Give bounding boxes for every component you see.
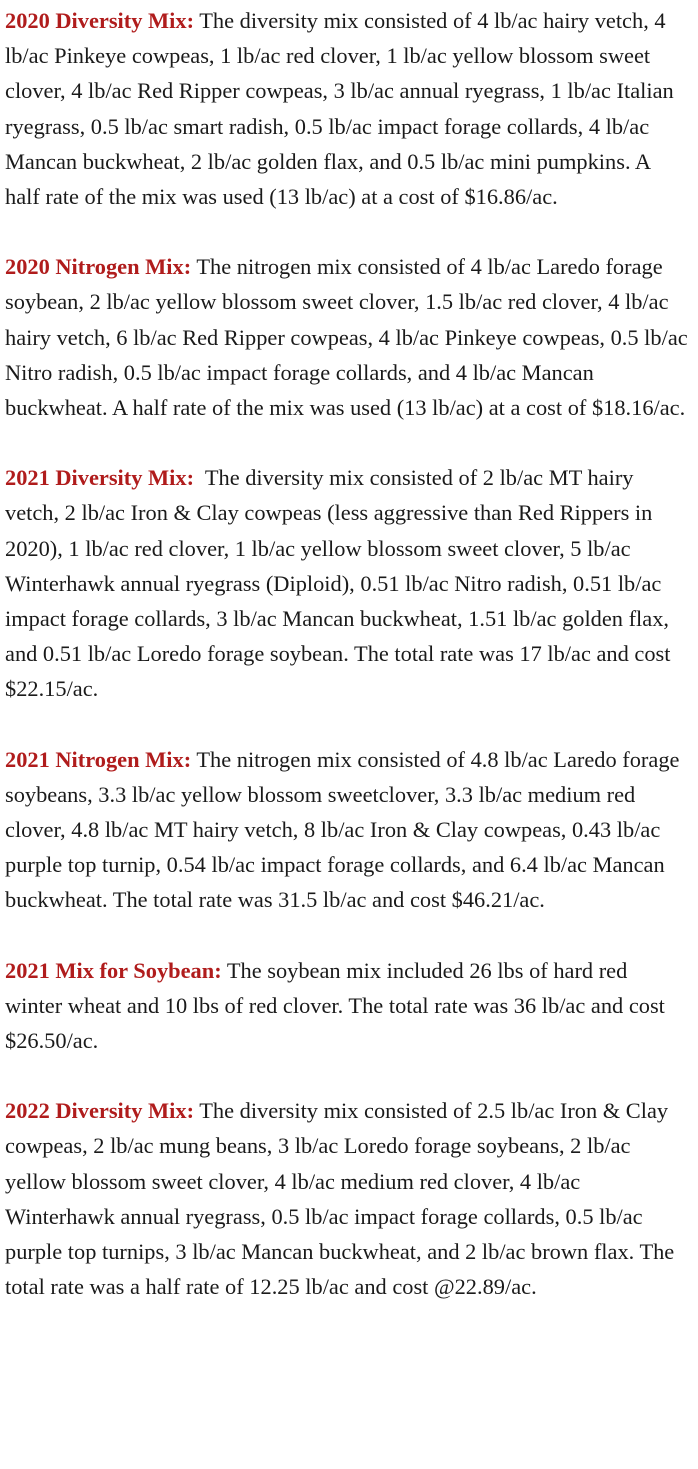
body-2021-nitrogen-mix: The nitrogen mix consisted of 4.8 lb/ac Laredo forage soybeans, 3.3 lb/ac yellow blossom sweetclover, 3.3 lb/ac medium red clover, 4.8 lb/ac MT hairy vetch, 8 lb/ac Iron & Clay cowpeas, 0.43 lb/ac purple top turnip, 0.54 lb/ac impact forage collards, and 6.4 lb/ac Mancan buckwheat. The total rate was 31.5 lb/ac and cost $46.21/ac.: [5, 746, 686, 913]
body-2021-mix-for-soybean: The soybean mix included 26 lbs of hard red winter wheat and 10 lbs of red clover. The total rate was 36 lb/ac and cost $26.50/ac.: [5, 957, 671, 1054]
body-2020-nitrogen-mix: The nitrogen mix consisted of 4 lb/ac Laredo forage soybean, 2 lb/ac yellow blossom sweet clover, 1.5 lb/ac red clover, 4 lb/ac hairy vetch, 6 lb/ac Red Ripper cowpeas, 4 lb/ac Pinkeye cowpeas, 0.5 lb/ac Nitro radish, 0.5 lb/ac impact forage collards, and 4 lb/ac Mancan buckwheat. A half rate of the mix was used (13 lb/ac) at a cost of $18.16/ac.: [5, 254, 694, 421]
paragraph-2020-nitrogen-mix: [5, 249, 694, 425]
body-2020-diversity-mix: The diversity mix consisted of 4 lb/ac hairy vetch, 4 lb/ac Pinkeye cowpeas, 1 lb/ac red clover, 1 lb/ac yellow blossom sweet clover, 4 lb/ac Red Ripper cowpeas, 3 lb/ac annual ryegrass, 1 lb/ac Italian ryegrass, 0.5 lb/ac smart radish, 0.5 lb/ac impact forage collards, 4 lb/ac Mancan buckwheat, 2 lb/ac golden flax, and 0.5 lb/ac mini pumpkins. A half rate of the mix was used (13 lb/ac) at a cost of $16.86/ac.: [5, 8, 680, 210]
heading-2022-diversity-mix: 2022 Diversity Mix:: [5, 1098, 195, 1124]
paragraph-2021-diversity-mix: [5, 460, 690, 706]
body-2022-diversity-mix: The diversity mix consisted of 2.5 lb/ac Iron & Clay cowpeas, 2 lb/ac mung beans, 3 lb/ac Loredo forage soybeans, 2 lb/ac yellow blossom sweet clover, 4 lb/ac medium red clover, 4 lb/ac Winterhawk annual ryegrass, 0.5 lb/ac impact forage collards, 0.5 lb/ac purple top turnips, 3 lb/ac Mancan buckwheat, and 2 lb/ac brown flax. The total rate was a half rate of 12.25 lb/ac and cost @22.89/ac.: [5, 1098, 680, 1300]
paragraph-2021-nitrogen-mix: [5, 742, 690, 918]
paragraph-2020-diversity-mix: [5, 3, 690, 214]
heading-2021-mix-for-soybean: 2021 Mix for Soybean:: [5, 957, 222, 983]
heading-2021-diversity-mix: 2021 Diversity Mix:: [5, 465, 195, 491]
heading-2020-diversity-mix: 2020 Diversity Mix:: [5, 8, 195, 33]
heading-2020-nitrogen-mix: 2020 Nitrogen Mix:: [5, 254, 192, 280]
body-2021-diversity-mix: The diversity mix consisted of 2 lb/ac MT hairy vetch, 2 lb/ac Iron & Clay cowpeas (less aggressive than Red Rippers in 2020), 1 lb/ac red clover, 1 lb/ac yellow blossom sweet clover, 5 lb/ac Winterhawk annual ryegrass (Diploid), 0.51 lb/ac Nitro radish, 0.51 lb/ac impact forage collards, 3 lb/ac Mancan buckwheat, 1.51 lb/ac golden flax, and 0.51 lb/ac Loredo forage soybean. The total rate was 17 lb/ac and cost $22.15/ac.: [5, 465, 677, 702]
paragraph-2021-mix-for-soybean: [5, 953, 690, 1059]
paragraph-2022-diversity-mix: [5, 1093, 690, 1304]
heading-2021-nitrogen-mix: 2021 Nitrogen Mix:: [5, 746, 192, 772]
